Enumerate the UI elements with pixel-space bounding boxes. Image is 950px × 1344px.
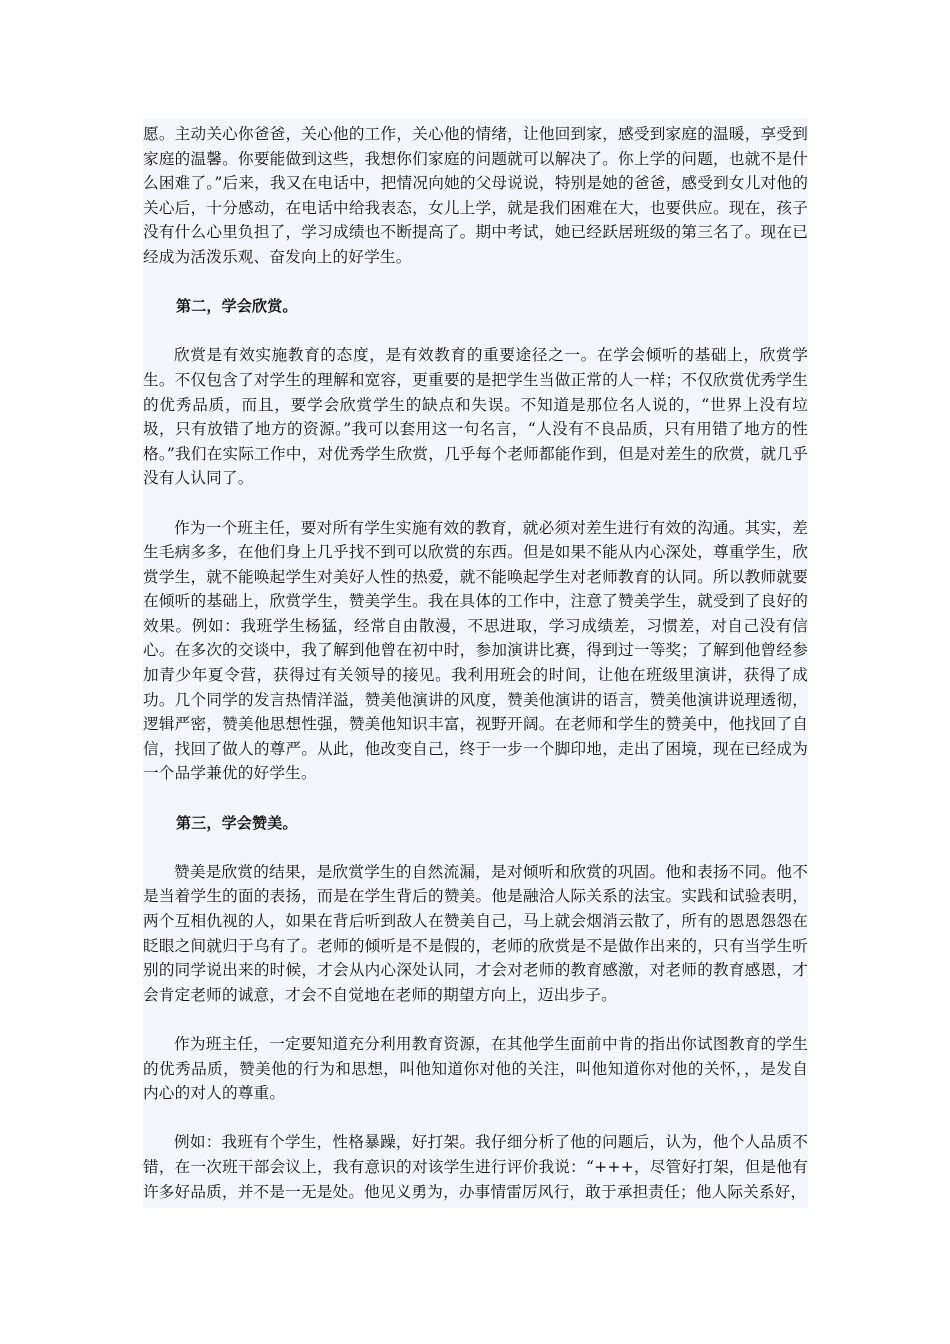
paragraph-gap	[143, 1007, 808, 1032]
document-body	[143, 122, 808, 1204]
paragraph-praise-intro: 赞美是欣赏的结果，是欣赏学生的自然流漏，是对倾听和欣赏的巩固。他和表扬不同。他不是当着学生的面的表扬，而是在学生背后的赞美。他是融洽人际关系的法宝。实践和试验表明，两个互相仇视的人，如果在背后听到敌人在赞美自己，马上就会烟消云散了，所有的恩恩怨怨在眨眼之间就归于乌有了。老师的倾听是不是假的，老师的欣赏是不是做作出来的，只有当学生听别的同学说出来的时候，才会从内心深处认同，才会对老师的教育感激，对老师的教育感恩，才会肯定老师的诚意，才会不自觉地在老师的期望方向上，迈出步子。	[143, 862, 808, 1004]
paragraph-gap	[143, 835, 808, 860]
paragraph-gap	[143, 1106, 808, 1131]
paragraph-gap	[143, 270, 808, 295]
paragraph-gap	[143, 786, 808, 811]
paragraph-praise-resources: 作为班主任，一定要知道充分利用教育资源，在其他学生面前中肯的指出你试图教育的学生的优秀品质，赞美他的行为和思想，叫他知道你对他的关注，叫他知道你对他的关怀，，是发自内心的对人的尊重。	[143, 1034, 808, 1103]
paragraph-gap	[143, 491, 808, 516]
paragraph-gap	[143, 319, 808, 344]
paragraph-continuation: 愿。主动关心你爸爸，关心他的工作，关心他的情绪，让他回到家，感受到家庭的温暖，享受到家庭的温馨。你要能做到这些，我想你们家庭的问题就可以解决了。你上学的问题，也就不是什么困难了。”后来，我又在电话中，把情况向她的父母说说，特别是她的爸爸，感受到女儿对他的关心后，十分感动，在电话中给我表态，女儿上学，就是我们困难在大，也要供应。现在，孩子没有什么心里负担了，学习成绩也不断提高了。期中考试，她已经跃居班级的第三名了。现在已经成为活泼乐观、奋发向上的好学生。	[143, 125, 808, 266]
paragraph-praise-example: 例如：我班有个学生，性格暴躁，好打架。我仔细分析了他的问题后，认为，他个人品质不错，在一次班干部会议上，我有意识的对该学生进行评价我说：“+++，尽管好打架，但是他有许多好品质，并不是一无是处。他见义勇为，办事情雷厉风行，敢于承担责任；他人际关系好，	[143, 1133, 808, 1201]
section-heading-praise: 第三，学会赞美。	[176, 813, 298, 832]
paragraph-appreciation-example: 作为一个班主任，要对所有学生实施有效的教育，就必须对差生进行有效的沟通。其实，差生毛病多多，在他们身上几乎找不到可以欣赏的东西。但是如果不能从内心深处，尊重学生，欣赏学生，就不能唤起学生对美好人性的热爱，就不能唤起学生对老师教育的认同。所以教师就要在倾听的基础上，欣赏学生，赞美学生。我在具体的工作中，注意了赞美学生，就受到了良好的效果。例如：我班学生杨猛，经常自由散漫，不思进取，学习成绩差，习惯差，对自己没有信心。在多次的交谈中，我了解到他曾在初中时，参加演讲比赛，得到过一等奖；了解到他曾经参加青少年夏令营，获得过有关领导的接见。我利用班会的时间，让他在班级里演讲，获得了成功。几个同学的发言热情洋溢，赞美他演讲的风度，赞美他演讲的语言，赞美他演讲说理透彻，逻辑严密，赞美他思想性强，赞美他知识丰富，视野开阔。在老师和学生的赞美中，他找回了自信，找回了做人的尊严。从此，他改变自己，终于一步一个脚印地，走出了困境，现在已经成为一个品学兼优的好学生。	[143, 518, 808, 783]
section-heading-appreciate: 第二，学会欣赏。	[176, 297, 298, 316]
paragraph-appreciation-intro: 欣赏是有效实施教育的态度，是有效教育的重要途径之一。在学会倾听的基础上，欣赏学生。不仅包含了对学生的理解和宽容，更重要的是把学生当做正常的人一样；不仅欣赏优秀学生的优秀品质，而且，要学会欣赏学生的缺点和失误。不知道是那位名人说的，“世界上没有垃圾，只有放错了地方的资源。”我可以套用这一句名言，“人没有不良品质，只有用错了地方的性格。”我们在实际工作中，对优秀学生欣赏，几乎每个老师都能作到，但是对差生的欣赏，就几乎没有人认同了。	[143, 346, 808, 488]
